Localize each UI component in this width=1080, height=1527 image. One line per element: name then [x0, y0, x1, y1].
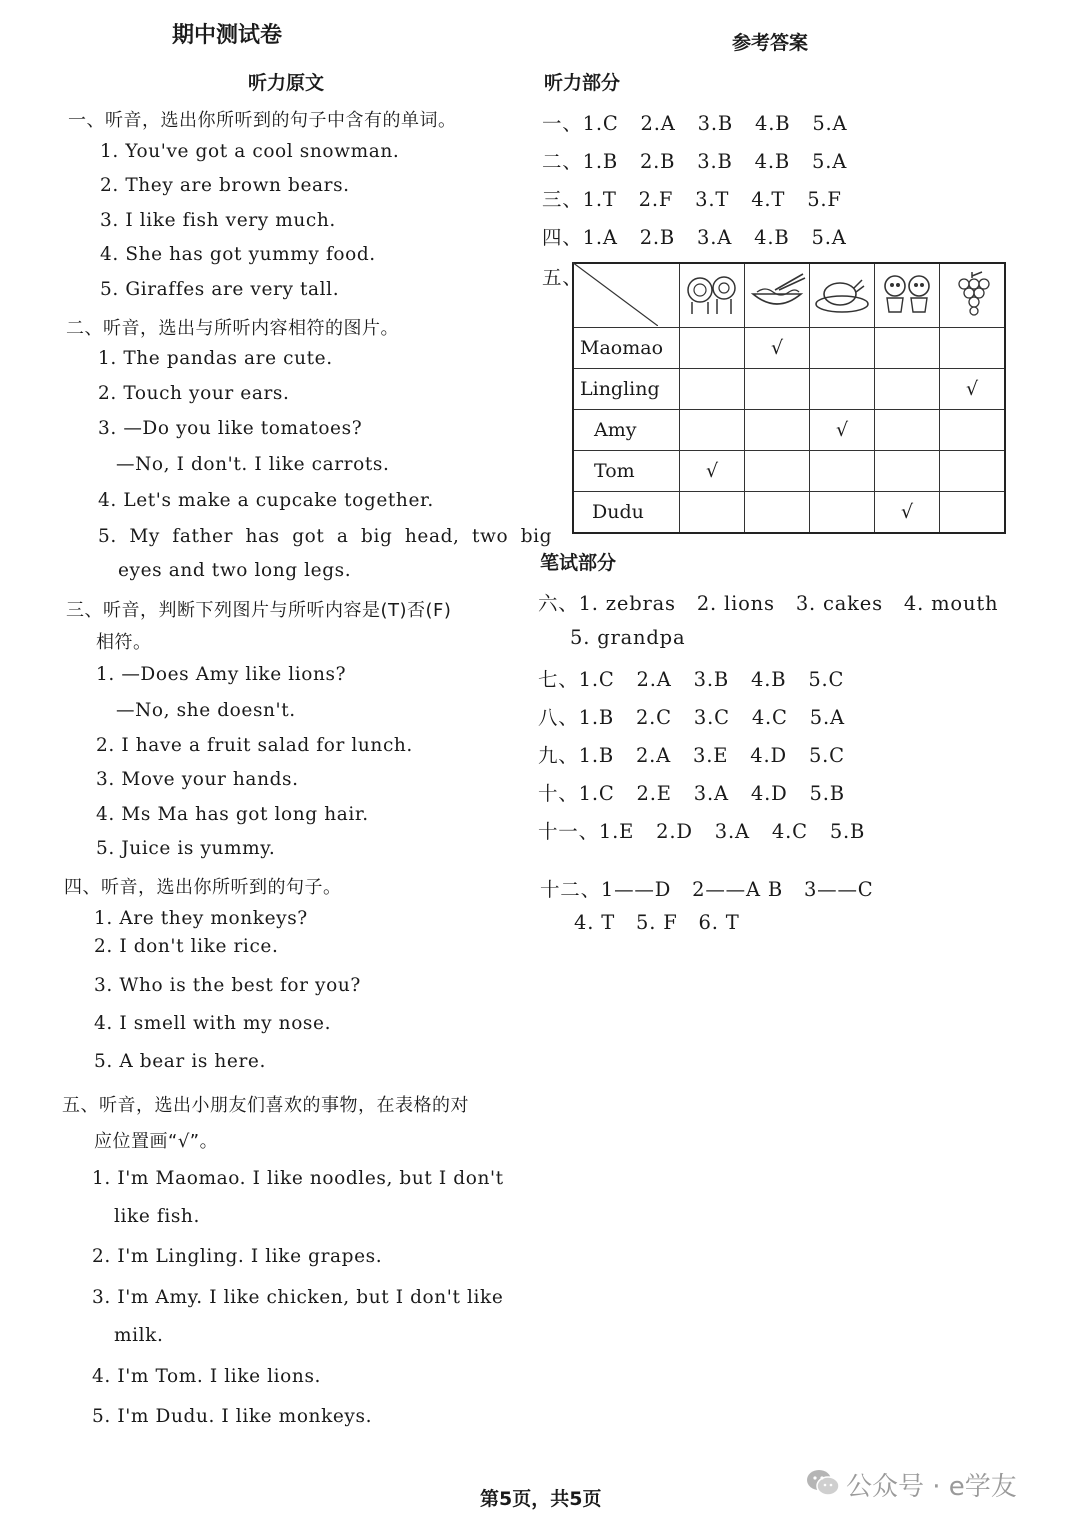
answer-row-4: 四、1.A 2.B 3.A 4.B 5.A [542, 226, 847, 249]
cell-check: √ [940, 368, 1006, 409]
s4-line-5: 5. A bear is here. [94, 1051, 266, 1072]
answer-key-title: 参考答案 [732, 32, 809, 54]
answer-row-10: 十、1.C 2.E 3.A 4.D 5.B [538, 782, 845, 805]
section-5-heading-cont: 应位置画“√”。 [94, 1131, 219, 1152]
noodles-icon [745, 263, 810, 327]
section-3-heading: 三、听音，判断下列图片与所听内容是(T)否(F) [66, 600, 452, 621]
cell-check [680, 368, 745, 409]
cell-check [940, 327, 1006, 368]
s4-line-3: 3. Who is the best for you? [94, 975, 361, 996]
wechat-logo-icon [806, 1468, 840, 1502]
monkeys-icon [875, 263, 940, 327]
s2-line-5: 5. My father has got a big head, two big [98, 526, 553, 547]
s5-line-2: 2. I'm Lingling. I like grapes. [92, 1246, 383, 1267]
cell-check [940, 450, 1006, 491]
answer-row-6b: 5. grandpa [570, 626, 686, 649]
cell-check [810, 327, 875, 368]
s5-line-3b: milk. [114, 1325, 164, 1346]
page-number: 第5页，共5页 [480, 1488, 602, 1510]
cell-check [745, 409, 810, 450]
row-name-lingling: Lingling [573, 368, 680, 409]
s2-line-4: 4. Let's make a cupcake together. [98, 490, 434, 511]
s2-line-3: 3. —Do you like tomatoes? [98, 418, 363, 439]
section-4-heading: 四、听音，选出你所听到的句子。 [64, 877, 342, 898]
s3-line-2: 2. I have a fruit salad for lunch. [96, 735, 413, 756]
cell-check [875, 327, 940, 368]
s2-line-2: 2. Touch your ears. [98, 383, 290, 404]
section-2-heading: 二、听音，选出与所听内容相符的图片。 [66, 318, 399, 339]
row-name-maomao: Maomao [573, 327, 680, 368]
row-name-amy: Amy [573, 409, 680, 450]
answer-row-11: 十一、1.E 2.D 3.A 4.C 5.B [538, 820, 866, 843]
answer-row-3: 三、1.T 2.F 3.T 4.T 5.F [542, 188, 842, 211]
written-part-heading: 笔试部分 [540, 552, 617, 574]
s2-line-1: 1. The pandas are cute. [98, 348, 333, 369]
s5-line-1: 1. I'm Maomao. I like noodles, but I don't [92, 1168, 504, 1189]
chicken-icon [810, 263, 875, 327]
cell-check [810, 491, 875, 533]
answer-row-12b: 4. T 5. F 6. T [574, 911, 740, 934]
section-3-heading-cont: 相符。 [96, 632, 152, 653]
cell-check [745, 491, 810, 533]
s1-line-5: 5. Giraffes are very tall. [100, 279, 340, 300]
cell-check [680, 327, 745, 368]
cell-check [875, 450, 940, 491]
section-5-table-label: 五、 [542, 266, 583, 289]
s3-line-4: 4. Ms Ma has got long hair. [96, 804, 369, 825]
answer-row-8: 八、1.B 2.C 3.C 4.C 5.A [538, 706, 845, 729]
cell-check: √ [810, 409, 875, 450]
cell-check: √ [875, 491, 940, 533]
row-name-tom: Tom [573, 450, 680, 491]
s1-line-2: 2. They are brown bears. [100, 175, 350, 196]
exam-title: 期中测试卷 [172, 23, 283, 48]
cell-check [680, 491, 745, 533]
s3-line-1: 1. —Does Amy like lions? [96, 664, 347, 685]
s5-line-4: 4. I'm Tom. I like lions. [92, 1366, 322, 1387]
answer-row-7: 七、1.C 2.A 3.B 4.B 5.C [538, 668, 845, 691]
table-diagonal [572, 262, 658, 326]
s3-line-3: 3. Move your hands. [96, 769, 299, 790]
s5-line-5: 5. I'm Dudu. I like monkeys. [92, 1406, 373, 1427]
s4-line-4: 4. I smell with my nose. [94, 1013, 332, 1034]
answer-row-9: 九、1.B 2.A 3.E 4.D 5.C [538, 744, 845, 767]
row-name-dudu: Dudu [573, 491, 680, 533]
s2-line-5b: eyes and two long legs. [118, 560, 352, 581]
transcript-title: 听力原文 [248, 72, 325, 94]
cell-check [810, 450, 875, 491]
cell-check [875, 409, 940, 450]
cell-check [810, 368, 875, 409]
s2-line-3b: —No, I don't. I like carrots. [116, 454, 390, 475]
s1-line-3: 3. I like fish very much. [100, 210, 336, 231]
answer-row-1: 一、1.C 2.A 3.B 4.B 5.A [542, 112, 848, 135]
s4-line-2: 2. I don't like rice. [94, 936, 279, 957]
cell-check [745, 368, 810, 409]
lions-icon [680, 263, 745, 327]
cell-check [940, 409, 1006, 450]
cell-check [680, 409, 745, 450]
listening-part-heading: 听力部分 [544, 72, 621, 94]
s5-line-1b: like fish. [114, 1206, 200, 1227]
s5-line-3: 3. I'm Amy. I like chicken, but I don't like [92, 1287, 504, 1308]
s1-line-4: 4. She has got yummy food. [100, 244, 376, 265]
cell-check: √ [745, 327, 810, 368]
section-5-heading: 五、听音，选出小朋友们喜欢的事物，在表格的对 [62, 1095, 469, 1116]
s1-line-1: 1. You've got a cool snowman. [100, 141, 400, 162]
watermark: 公众号 · e学友 [846, 1472, 1017, 1502]
cell-check [940, 491, 1006, 533]
cell-check [875, 368, 940, 409]
cell-check [745, 450, 810, 491]
grapes-icon [940, 263, 1006, 327]
answer-row-6: 六、1. zebras 2. lions 3. cakes 4. mouth [538, 592, 999, 615]
s3-line-1b: —No, she doesn't. [116, 700, 296, 721]
section-1-heading: 一、听音，选出你所听到的句子中含有的单词。 [68, 110, 457, 131]
s3-line-5: 5. Juice is yummy. [96, 838, 276, 859]
s4-line-1: 1. Are they monkeys? [94, 908, 308, 929]
answer-row-12: 十二、1——D 2——A B 3——C [540, 878, 874, 901]
cell-check: √ [680, 450, 745, 491]
answer-row-2: 二、1.B 2.B 3.B 4.B 5.A [542, 150, 848, 173]
